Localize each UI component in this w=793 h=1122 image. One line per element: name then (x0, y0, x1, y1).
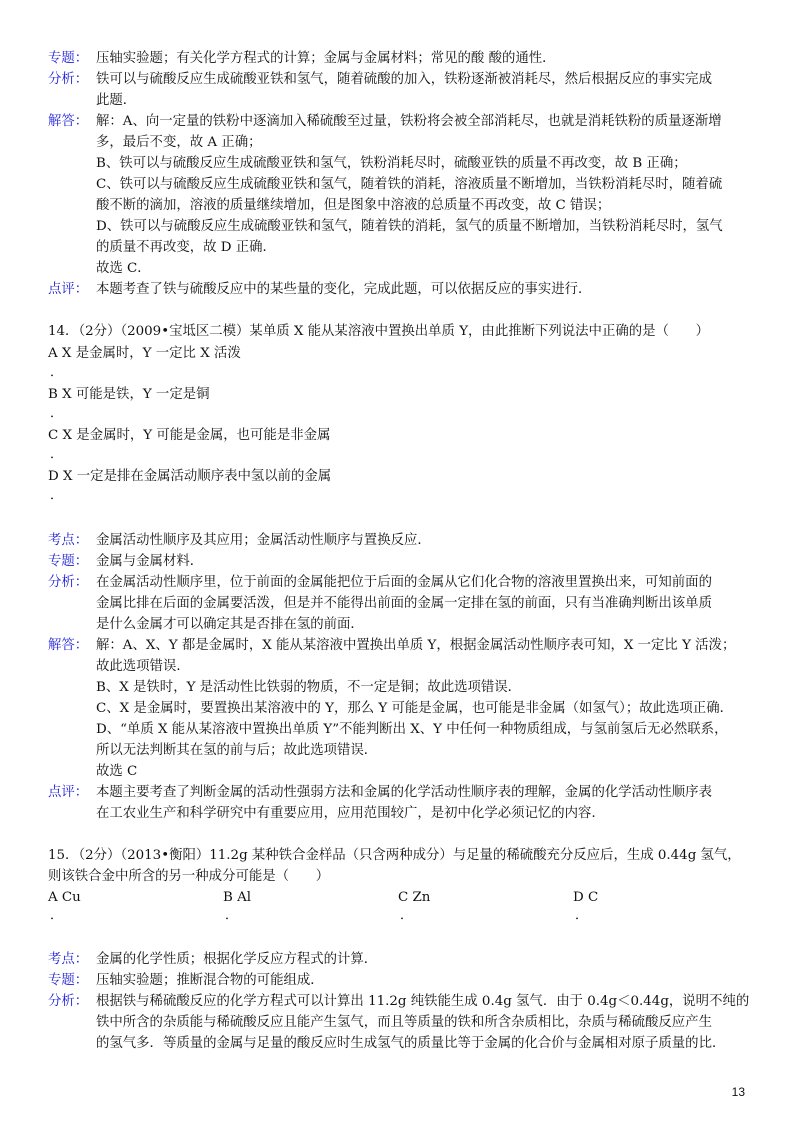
analysis-label: 分析： (48, 994, 89, 1009)
analysis-line: 是什么金属才可以确定其是否排在氢的前面． (96, 617, 364, 632)
topic-text: 金属与金属材料． (96, 554, 204, 569)
comment-label: 点评： (48, 282, 89, 297)
kaodian-text: 金属活动性顺序及其应用；金属活动性顺序与置换反应． (96, 533, 431, 548)
option-dot: ． (400, 908, 414, 923)
question-15-stem-line: 则该铁合金中所含的另一种成分可能是（ ） (48, 869, 330, 884)
kaodian-text: 金属的化学性质；根据化学反应方程式的计算． (96, 952, 378, 967)
q14-option-b: B X 可能是铁，Y 一定是铜 (48, 387, 210, 402)
analysis-line: 根据铁与稀硫酸反应的化学方程式可以计算出 11.2g 纯铁能生成 0.4g 氢气．由于 0.4g＜0.44g，说明不纯的 (96, 994, 750, 1009)
answer-line: 故选 C． (96, 261, 151, 276)
question-14-stem: 14．（2分）（2009•宝坻区二模）某单质 X 能从某溶液中置换出单质 Y，由此推断下列说法中正确的是（ ） (48, 324, 710, 339)
answer-line: 的质量不再改变，故 D 正确． (96, 240, 276, 255)
option-dot: ． (50, 908, 64, 923)
q15-option-d: D C (573, 890, 599, 905)
answer-line: 解：A、向一定量的铁粉中逐滴加入稀硫酸至过量，铁粉将会被全部消耗尽，也就是消耗铁粉的质量逐渐增 (96, 114, 722, 129)
topic-text: 压轴实验题；有关化学方程式的计算；金属与金属材料；常见的酸 酸的通性． (96, 51, 556, 66)
answer-line: B、铁可以与硫酸反应生成硫酸亚铁和氢气，铁粉消耗尽时，硫酸亚铁的质量不再改变，故 B 正确； (96, 156, 687, 171)
comment-line: 在工农业生产和科学研究中有重要应用，应用范围较广，是初中化学必须记忆的内容． (96, 806, 605, 821)
answer-line: 故此选项错误． (96, 659, 190, 674)
option-dot: ． (575, 908, 589, 923)
answer-line: C、X 是金属时，要置换出某溶液中的 Y，那么 Y 可能是金属，也可能是非金属（如氢气）；故此选项正确． (96, 701, 733, 716)
q15-option-c: C Zn (398, 890, 431, 905)
topic-label: 专题： (48, 51, 89, 66)
answer-line: 酸不断的滴加，溶液的质量继续增加，但是图象中溶液的总质量不再改变，故 C 错误； (96, 198, 611, 213)
topic-label: 专题： (48, 973, 89, 988)
answer-line: 故选 C (96, 764, 138, 779)
answer-line: B、X 是铁时，Y 是活动性比铁弱的物质，不一定是铜；故此选项错误． (96, 680, 522, 695)
q15-option-b: B Al (223, 890, 252, 905)
option-dot: ． (50, 365, 64, 380)
comment-line: 本题主要考查了判断金属的活动性强弱方法和金属的化学活动性顺序表的理解，金属的化学活动性顺序表 (96, 785, 712, 800)
option-dot: ． (50, 447, 64, 462)
analysis-line: 在金属活动性顺序里，位于前面的金属能把位于后面的金属从它们化合物的溶液里置换出来，可知前面的 (96, 575, 712, 590)
analysis-line: 铁中所含的杂质能与稀硫酸反应且能产生氢气，而且等质量的铁和所含杂质相比，杂质与稀硫酸反应产生 (96, 1015, 712, 1030)
comment-text: 本题考查了铁与硫酸反应中的某些量的变化，完成此题，可以依据反应的事实进行． (96, 282, 592, 297)
analysis-line: 金属比排在后面的金属要活泼，但是并不能得出前面的金属一定排在氢的前面，只有当准确判断出该单质 (96, 596, 712, 611)
page-number: 13 (731, 1085, 745, 1099)
answer-line: 多，最后不变，故 A 正确； (96, 135, 262, 150)
option-dot: ． (50, 488, 64, 503)
topic-text: 压轴实验题；推断混合物的可能组成． (96, 973, 324, 988)
analysis-label: 分析： (48, 575, 89, 590)
answer-line: D、铁可以与硫酸反应生成硫酸亚铁和氢气，随着铁的消耗，氢气的质量不断增加，当铁粉消耗尽时，氢气 (96, 219, 723, 234)
kaodian-label: 考点： (48, 952, 89, 967)
answer-label: 解答： (48, 638, 89, 653)
question-15-stem-line: 15．（2分）（2013•衡阳）11.2g 某种铁合金样品（只含两种成分）与足量的稀硫酸充分反应后，生成 0.44g 氢气， (48, 848, 741, 863)
answer-line: 所以无法判断其在氢的前与后；故此选项错误． (96, 743, 378, 758)
answer-line: D、“单质 X 能从某溶液中置换出单质 Y”不能判断出 X、Y 中任何一种物质组成，与氢前氢后无必然联系， (96, 722, 728, 737)
q14-option-a: A X 是金属时，Y 一定比 X 活泼 (48, 346, 241, 361)
option-dot: ． (50, 406, 64, 421)
answer-line: 解：A、X、Y 都是金属时，X 能从某溶液中置换出单质 Y，根据金属活动性顺序表可知，X 一定比 Y 活泼； (96, 638, 736, 653)
q14-option-d: D X 一定是排在金属活动顺序表中氢以前的金属 (48, 469, 332, 484)
q14-option-c: C X 是金属时，Y 可能是金属，也可能是非金属 (48, 428, 331, 443)
analysis-line: 此题． (96, 93, 137, 108)
answer-line: C、铁可以与硫酸反应生成硫酸亚铁和氢气，随着铁的消耗，溶液质量不断增加，当铁粉消耗尽时，随着硫 (96, 177, 723, 192)
topic-label: 专题： (48, 554, 89, 569)
answer-label: 解答： (48, 114, 89, 129)
kaodian-label: 考点： (48, 533, 89, 548)
comment-label: 点评： (48, 785, 89, 800)
q15-option-a: A Cu (48, 890, 81, 905)
analysis-line: 的氢气多．等质量的金属与足量的酸反应时生成氢气的质量比等于金属的化合价与金属相对原子质量的比． (96, 1036, 726, 1051)
analysis-label: 分析： (48, 72, 89, 87)
option-dot: ． (225, 908, 239, 923)
analysis-line: 铁可以与硫酸反应生成硫酸亚铁和氢气，随着硫酸的加入，铁粉逐渐被消耗尽，然后根据反应的事实完成 (96, 72, 712, 87)
